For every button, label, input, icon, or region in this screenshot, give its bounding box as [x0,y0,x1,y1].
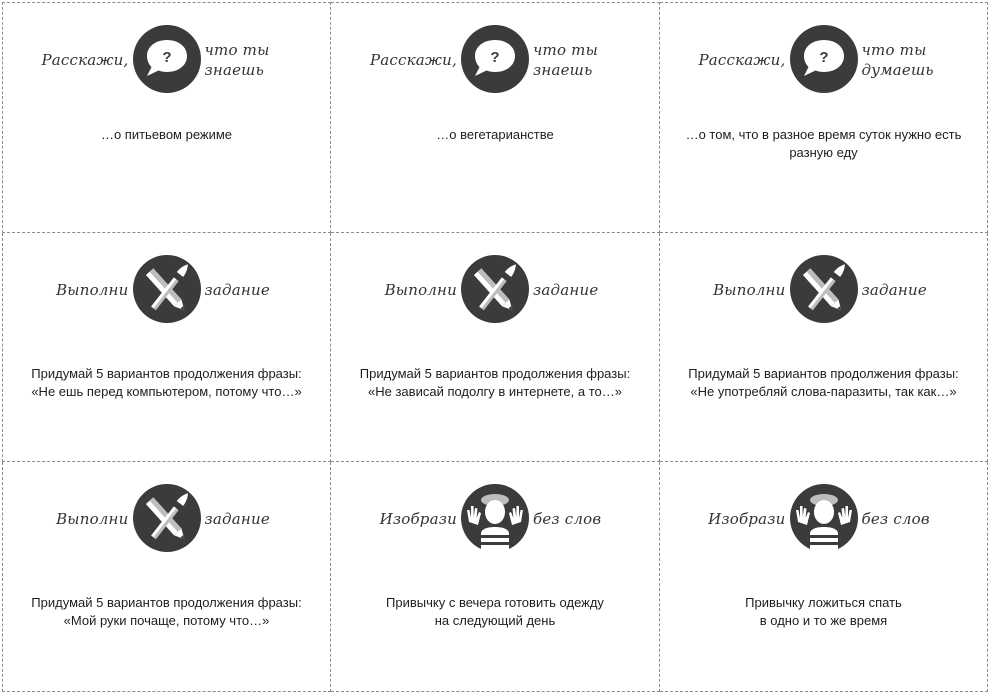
speech-bubble-question-icon [461,25,529,93]
card-header-right-line: без слов [861,510,930,528]
card-header-right-line: без слов [533,510,602,528]
card-header-right [533,40,598,80]
card-text-line: Придумай 5 вариантов продолжения фразы: [359,366,631,381]
card-task [331,233,660,462]
card-header-left: Выполни [384,281,457,299]
pencil-brush-crossed-icon [133,255,201,323]
card-header [3,255,330,325]
card-badge [790,484,858,552]
card-header-right [205,40,270,80]
card-header-left: Расскажи, [698,51,786,69]
card-text-line: Привычку с вечера готовить одежду [386,595,604,610]
card-header-right [205,510,270,528]
card-task [2,462,331,692]
card-badge [133,255,201,323]
card-text-line: «Не ешь перед компьютером, потому что…» [31,384,302,399]
card-badge [461,484,529,552]
card-header-right [533,510,601,528]
card-text [345,594,645,630]
card-header [660,255,987,325]
card-tell [331,2,660,233]
card-header [331,484,659,554]
card-text-line: Придумай 5 вариантов продолжения фразы: [31,366,302,381]
card-header-left: Выполни [713,281,786,299]
card-header-left: Изобрази [708,510,786,528]
speech-bubble-question-icon [790,25,858,93]
card-text-line: разную еду [789,145,858,160]
card-header [3,484,330,554]
card-header-right [862,40,934,80]
card-header-right [862,510,930,528]
card-text-line: «Мой руки почаще, потому что…» [63,613,270,628]
card-text-line: …о вегетарианстве [436,127,554,142]
card-header [660,25,987,95]
card-badge [461,255,529,323]
card-header-right-line: задание [204,510,270,528]
card-header-left: Расскажи, [41,51,129,69]
card-text-line: в одно и то же время [759,613,888,628]
card-text-line: …о питьевом режиме [100,127,233,142]
card-badge [461,25,529,93]
card-header-right-line: знаешь [204,61,264,79]
card-badge [133,25,201,93]
card-header-left: Выполни [56,510,129,528]
card-header [660,484,987,554]
card-header-right-line: задание [861,281,927,299]
card-text-line: Придумай 5 вариантов продолжения фразы: [688,366,959,381]
card-header-right-line: задание [204,281,270,299]
pencil-brush-crossed-icon [790,255,858,323]
card-header [3,25,330,95]
svg-text:?: ? [818,49,829,66]
card-mime [660,462,988,692]
card-badge [790,25,858,93]
card-header-right-line: знаешь [533,61,593,79]
speech-bubble-question-icon [133,25,201,93]
card-text [345,365,645,401]
card-badge [790,255,858,323]
card-mime [331,462,660,692]
card-header-right-line: задание [533,281,599,299]
card-text [17,126,316,144]
card-text [674,126,973,162]
card-text-line: «Не зависай подолгу в интернете, а то…» [368,384,622,399]
card-text [674,365,973,401]
card-text [674,594,973,630]
card-text-line: «Не употребляй слова-паразиты, так как…» [690,384,957,399]
card-text-line: на следующий день [434,613,556,628]
card-header-right-line: думаешь [861,61,934,79]
card-header-left: Изобрази [379,510,457,528]
mime-icon [461,484,529,552]
card-header [331,255,659,325]
card-header-left: Выполни [56,281,129,299]
card-header-right-line: что ты [861,41,927,59]
card-header-right [862,281,927,299]
svg-text:?: ? [490,49,500,66]
card-text-line: Привычку ложиться спать [745,595,902,610]
card-text [17,365,316,401]
card-header-right-line: что ты [204,41,270,59]
card-header-right [533,281,598,299]
card-text [345,126,645,144]
card-header-right-line: что ты [533,41,598,59]
pencil-brush-crossed-icon [461,255,529,323]
card-tell [660,2,988,233]
card-task [2,233,331,462]
card-header-left: Расскажи, [369,51,457,69]
pencil-brush-crossed-icon [133,484,201,552]
card-text-line: Придумай 5 вариантов продолжения фразы: [31,595,302,610]
card-task [660,233,988,462]
card-tell [2,2,331,233]
card-header-right [205,281,270,299]
svg-text:?: ? [161,49,172,66]
card-header [331,25,659,95]
card-badge [133,484,201,552]
mime-icon [790,484,858,552]
card-text-line: …о том, что в разное время суток нужно есть [685,127,962,142]
card-text [17,594,316,630]
